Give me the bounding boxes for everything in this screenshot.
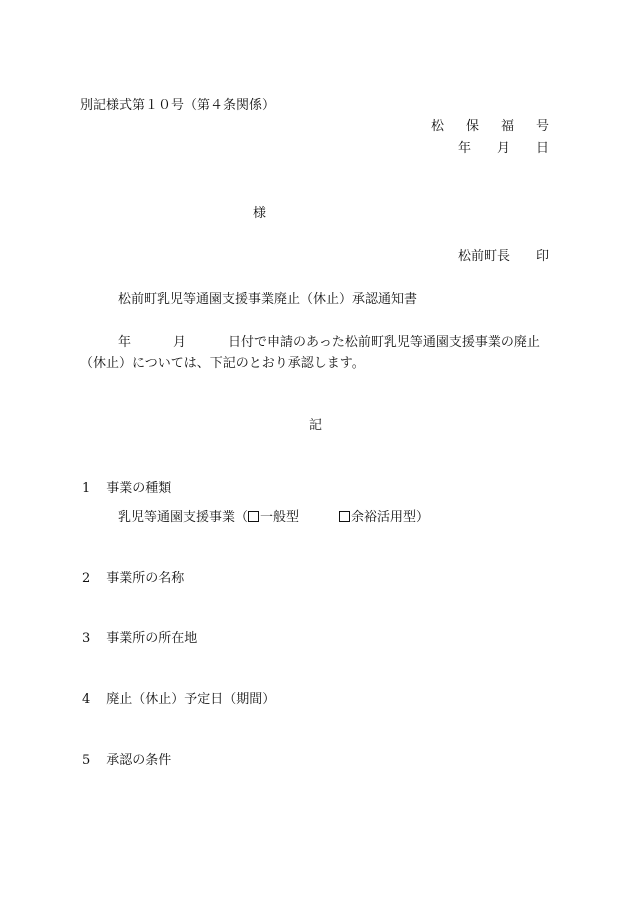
body-year: 年 — [118, 335, 132, 350]
item-label: 承認の条件 — [106, 753, 172, 768]
business-type-prefix: 乳児等通園支援事業（ — [118, 510, 249, 525]
item-label: 事業所の名称 — [106, 571, 185, 586]
item-number: 5 — [82, 753, 91, 768]
document-title: 松前町乳児等通園支援事業廃止（休止）承認通知書 — [118, 292, 418, 307]
doc-number-char: 松 — [431, 119, 445, 134]
date-year: 年 — [458, 141, 472, 156]
addressee-suffix: 様 — [253, 206, 267, 221]
checkbox-spare-capacity[interactable] — [339, 511, 350, 522]
doc-number-char: 福 — [500, 119, 514, 134]
issuer-name: 松前町長 — [458, 249, 511, 264]
ki-heading: 記 — [309, 418, 323, 433]
doc-number-char: 号 — [535, 119, 549, 134]
body-rest: 日付で申請のあった松前町乳児等通園支援事業の廃止 — [228, 335, 540, 350]
issuer — [458, 249, 549, 265]
date-day: 日 — [535, 141, 549, 156]
item-number: 4 — [82, 692, 91, 707]
item-2 — [82, 571, 184, 587]
seal-mark: 印 — [536, 249, 550, 264]
item-4 — [82, 692, 275, 708]
body-month: 月 — [173, 335, 187, 350]
item-5 — [82, 753, 171, 769]
item-number: 1 — [82, 481, 91, 496]
document-number — [431, 119, 549, 135]
body-line-2: （休止）については、下記のとおり承認します。 — [80, 356, 365, 371]
item-3 — [82, 631, 197, 647]
item-number: 2 — [82, 571, 91, 586]
item-label: 事業の種類 — [106, 481, 172, 496]
item-1 — [82, 481, 171, 497]
date-line — [458, 141, 549, 157]
option-general-label: 一般型 — [260, 510, 300, 525]
option-spare-capacity-label: 余裕活用型） — [351, 510, 430, 525]
item-label: 事業所の所在地 — [106, 631, 198, 646]
form-label: 別記様式第１０号（第４条関係） — [80, 98, 276, 113]
checkbox-general[interactable] — [248, 511, 259, 522]
doc-number-char: 保 — [465, 119, 479, 134]
item-label: 廃止（休止）予定日（期間） — [106, 692, 276, 707]
date-month: 月 — [496, 141, 510, 156]
item-number: 3 — [82, 631, 91, 646]
business-type-line — [118, 510, 429, 526]
body-line-1 — [118, 335, 540, 351]
